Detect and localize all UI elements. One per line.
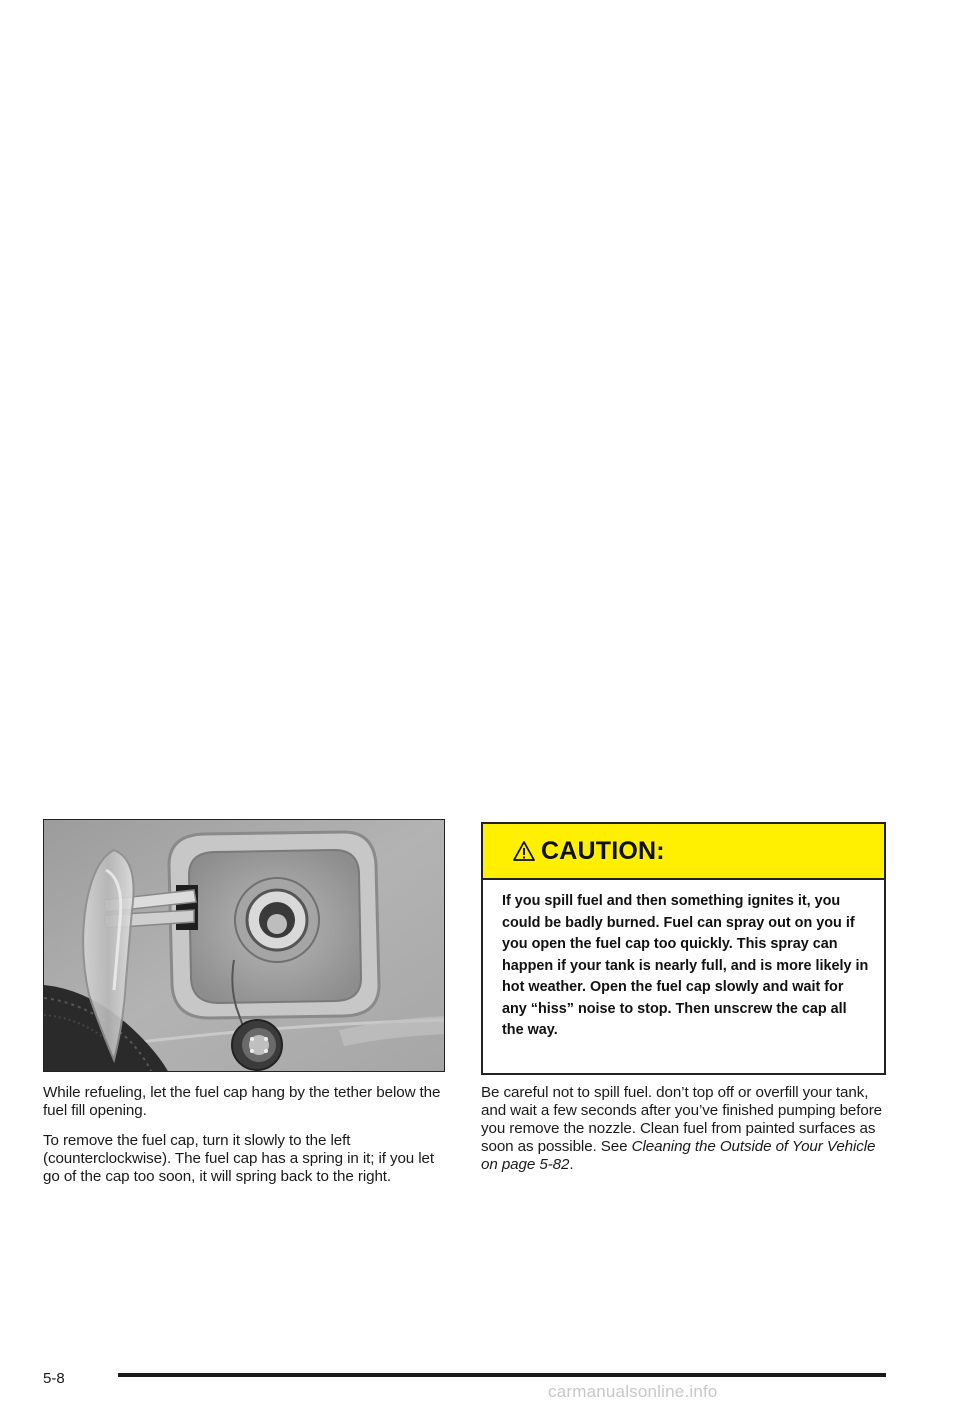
fuel-cap-illustration — [44, 820, 445, 1072]
cleaning-reference-link[interactable]: Cleaning the Outside of Your Vehicle on page 5-82 — [481, 1138, 876, 1173]
spill-paragraph-end: . — [569, 1156, 574, 1173]
warning-triangle-icon — [513, 840, 535, 862]
remove-cap-paragraph: To remove the fuel cap, turn it slowly to the left (counterclockwise). The fuel cap has a spring in it; if you let go of the cap too soon, it will spring back to the right. — [43, 1132, 435, 1185]
refuel-paragraph: While refueling, let the fuel cap hang by the tether below the fuel fill opening. — [43, 1084, 441, 1119]
watermark: carmanualsonline.info — [548, 1382, 718, 1401]
caution-header — [483, 824, 884, 880]
caution-box — [481, 822, 886, 1075]
page-number: 5-8 — [43, 1370, 65, 1387]
fuel-door-photo — [43, 819, 445, 1072]
spill-paragraph-text: Be careful not to spill fuel. don’t top off or overfill your tank, and wait a few seconds after you’ve finished pumping before you remove the nozzle. Clean fuel from painted surfaces as soon as possible. See — [481, 1084, 883, 1155]
footer-rule — [118, 1373, 886, 1377]
spill-paragraph — [481, 1084, 886, 1174]
left-column — [43, 1084, 448, 1198]
caution-title: CAUTION: — [541, 836, 665, 865]
right-column — [481, 1084, 886, 1186]
caution-text: If you spill fuel and then something ignites it, you could be badly burned. Fuel can spray out on you if you open the fuel cap too quickly. This spray can happen if your tank is nearly full, and is more likely in hot weather. Open the fuel cap slowly and wait for any “hiss” noise to stop. Then unscrew the cap all the way. — [502, 893, 869, 1038]
